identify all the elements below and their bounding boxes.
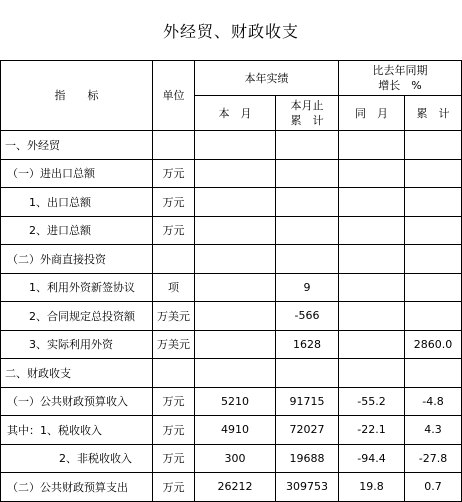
row-yoy-same-month [339,302,405,331]
row-yoy-same-month: 19.8 [339,473,405,502]
row-unit [153,359,195,388]
row-cumulative: 9 [276,273,339,302]
row-unit: 万美元 [153,330,195,359]
table-row [1,302,462,331]
row-yoy-same-month [339,216,405,245]
header-yoy-line2: 增长 % [378,79,422,92]
table-row [1,159,462,188]
row-yoy-same-month [339,245,405,274]
table-row [1,273,462,302]
header-cumulative-current [276,96,339,131]
table-row [1,387,462,416]
row-yoy-same-month: -94.4 [339,444,405,473]
row-yoy-cumulative: 0.7 [405,473,462,502]
row-yoy-cumulative: 2860.0 [405,330,462,359]
row-indicator: 二、财政收支 [1,359,153,388]
row-yoy-same-month [339,159,405,188]
row-yoy-cumulative [405,273,462,302]
row-yoy-cumulative: -27.8 [405,444,462,473]
header-indicator: 指 标 [1,61,153,131]
header-unit: 单位 [153,61,195,131]
row-indicator: （二）外商直接投资 [1,245,153,274]
row-indicator: （二）公共财政预算支出 [1,473,153,502]
row-cumulative [276,245,339,274]
row-indicator: 3、实际利用外资 [1,330,153,359]
row-yoy-same-month [339,359,405,388]
row-cumulative [276,159,339,188]
row-indicator: 一、外经贸 [1,131,153,160]
row-unit [153,245,195,274]
header-cumulative-line2: 累 计 [290,114,324,127]
row-cumulative: 72027 [276,416,339,445]
row-unit: 万元 [153,416,195,445]
row-indicator: 其中：1、税收收入 [1,416,153,445]
data-table [0,60,462,502]
row-this-month [195,188,276,217]
row-unit: 项 [153,273,195,302]
row-this-month: 300 [195,444,276,473]
row-indicator: 2、进口总额 [1,216,153,245]
row-unit: 万元 [153,159,195,188]
row-yoy-cumulative [405,188,462,217]
row-yoy-cumulative: -4.8 [405,387,462,416]
row-unit: 万元 [153,473,195,502]
row-indicator: 2、合同规定总投资额 [1,302,153,331]
row-cumulative [276,359,339,388]
table-row [1,416,462,445]
row-this-month [195,330,276,359]
table-body [1,131,462,502]
row-this-month: 26212 [195,473,276,502]
row-indicator: （一）进出口总额 [1,159,153,188]
row-yoy-cumulative [405,245,462,274]
row-yoy-cumulative [405,216,462,245]
row-yoy-cumulative [405,131,462,160]
table-row [1,359,462,388]
row-this-month [195,302,276,331]
row-cumulative: -566 [276,302,339,331]
row-yoy-cumulative [405,159,462,188]
row-yoy-cumulative [405,302,462,331]
row-unit: 万元 [153,444,195,473]
table-row [1,216,462,245]
row-unit: 万美元 [153,302,195,331]
row-this-month [195,273,276,302]
row-this-month: 5210 [195,387,276,416]
row-cumulative: 1628 [276,330,339,359]
row-indicator: 2、非税收收入 [1,444,153,473]
row-yoy-same-month: -22.1 [339,416,405,445]
row-indicator: 1、利用外资新签协议 [1,273,153,302]
row-this-month [195,131,276,160]
table-row [1,245,462,274]
table-row [1,131,462,160]
row-unit: 万元 [153,188,195,217]
row-cumulative: 19688 [276,444,339,473]
table-row [1,444,462,473]
header-same-month: 同 月 [339,96,405,131]
header-cumulative-line1: 本月止 [290,99,324,112]
row-this-month: 4910 [195,416,276,445]
row-yoy-same-month: -55.2 [339,387,405,416]
row-cumulative: 91715 [276,387,339,416]
row-yoy-cumulative [405,359,462,388]
row-cumulative [276,131,339,160]
row-unit: 万元 [153,216,195,245]
table-row [1,330,462,359]
page-title: 外经贸、财政收支 [162,21,299,41]
row-yoy-same-month [339,131,405,160]
row-cumulative [276,216,339,245]
row-yoy-same-month [339,330,405,359]
row-unit [153,131,195,160]
row-this-month [195,245,276,274]
row-yoy-same-month [339,188,405,217]
header-current-year: 本年实绩 [195,61,339,96]
header-yoy-line1: 比去年同期 [372,64,428,77]
row-this-month [195,216,276,245]
row-indicator: （一）公共财政预算收入 [1,387,153,416]
row-this-month [195,159,276,188]
row-yoy-cumulative: 4.3 [405,416,462,445]
row-unit: 万元 [153,387,195,416]
header-yoy [339,61,462,96]
row-indicator: 1、出口总额 [1,188,153,217]
row-yoy-same-month [339,273,405,302]
table-row [1,473,462,502]
row-cumulative [276,188,339,217]
table-row [1,188,462,217]
row-cumulative: 309753 [276,473,339,502]
header-cumulative-yoy: 累 计 [405,96,462,131]
row-this-month [195,359,276,388]
header-this-month: 本 月 [195,96,276,131]
